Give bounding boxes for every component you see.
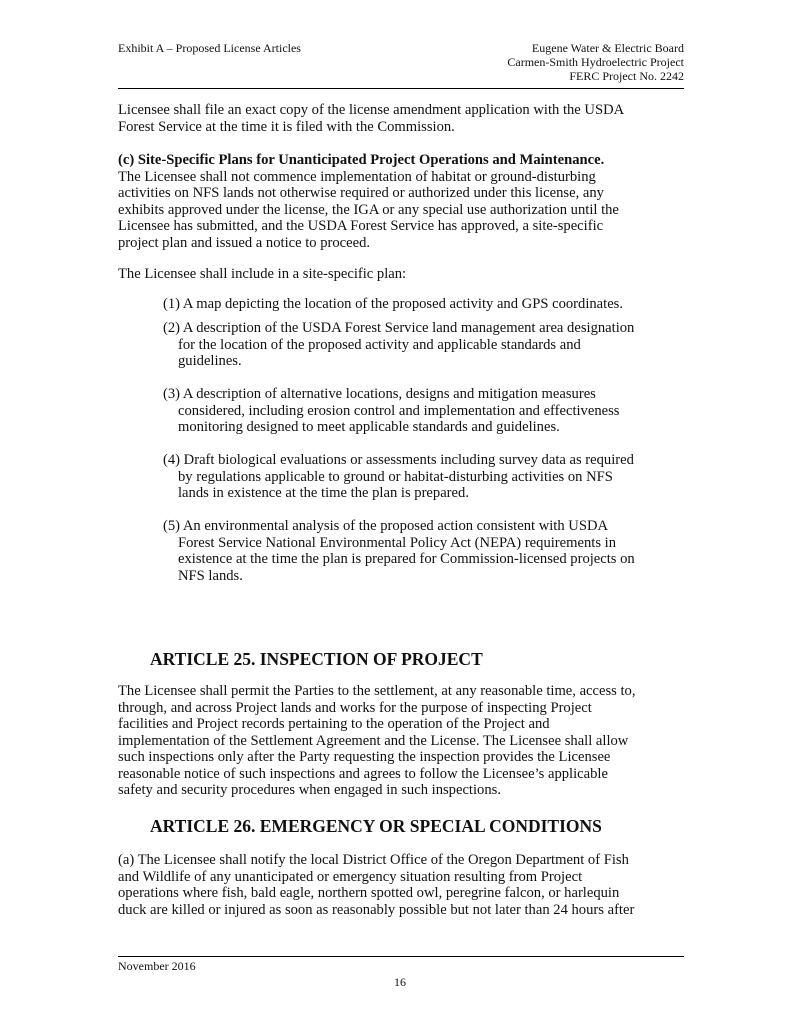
list-item-line: for the location of the proposed activity and applicable standards and <box>178 336 581 353</box>
text-line: activities on NFS lands not otherwise required or authorized under this license, any <box>118 185 604 201</box>
list-item-5 <box>163 518 693 584</box>
section-c <box>118 152 688 251</box>
text-line: implementation of the Settlement Agreement and the License. The Licensee shall allow <box>118 732 629 749</box>
text-line: such inspections only after the Party requesting the inspection provides the Licensee <box>118 749 611 765</box>
list-item-line: (2) A description of the USDA Forest Service land management area designation <box>163 320 635 336</box>
list-item-2 <box>163 320 693 370</box>
header-left: Exhibit A – Proposed License Articles <box>118 41 301 55</box>
text-line: Forest Service at the time it is filed with the Commission. <box>118 118 455 135</box>
list-item-1 <box>163 296 693 313</box>
list-item-line: monitoring designed to meet applicable standards and guidelines. <box>178 419 560 435</box>
article-25-body <box>118 683 688 799</box>
list-item-line: (5) An environmental analysis of the proposed action consistent with USDA <box>163 518 609 534</box>
list-item-3 <box>163 386 693 436</box>
header-right <box>507 41 684 83</box>
text-line: operations where fish, bald eagle, northern spotted owl, peregrine falcon, or harlequin <box>118 885 620 901</box>
text-line: and Wildlife of any unanticipated or emergency situation resulting from Project <box>118 868 583 885</box>
text-line: exhibits approved under the license, the IGA or any special use authorization until the <box>118 201 619 218</box>
paragraph-include <box>118 266 688 283</box>
text-line: safety and security procedures when engaged in such inspections. <box>118 782 501 798</box>
header-project: Carmen-Smith Hydroelectric Project <box>507 55 684 69</box>
article-25-heading: ARTICLE 25. INSPECTION OF PROJECT <box>150 649 483 669</box>
list-item-line: existence at the time the plan is prepared for Commission-licensed projects on <box>178 551 635 567</box>
list-item-line: Forest Service National Environmental Policy Act (NEPA) requirements in <box>178 534 616 551</box>
section-c-body <box>118 169 688 252</box>
text-line: Licensee shall file an exact copy of the license amendment application with the USDA <box>118 102 625 118</box>
section-c-title: (c) Site-Specific Plans for Unanticipated Project Operations and Maintenance. <box>118 152 605 168</box>
text-line: (a) The Licensee shall notify the local District Office of the Oregon Department of Fish <box>118 852 629 868</box>
text-line: duck are killed or injured as soon as reasonably possible but not later than 24 hours after <box>118 901 635 918</box>
list-item-line: (1) A map depicting the location of the proposed activity and GPS coordinates. <box>163 296 624 312</box>
text-line: The Licensee shall permit the Parties to the settlement, at any reasonable time, access to, <box>118 683 636 699</box>
paragraph-amendment <box>118 102 688 135</box>
header-org: Eugene Water & Electric Board <box>531 41 684 55</box>
header-rule <box>118 88 684 89</box>
article-26-heading: ARTICLE 26. EMERGENCY OR SPECIAL CONDITIONS <box>150 816 602 836</box>
text-line: The Licensee shall include in a site-specific plan: <box>118 266 407 282</box>
list-item-line: considered, including erosion control and implementation and effectiveness <box>178 402 620 419</box>
footer-rule <box>118 956 684 957</box>
text-line: Licensee has submitted, and the USDA Forest Service has approved, a site-specific <box>118 218 604 234</box>
list-item-4 <box>163 452 693 502</box>
text-line: reasonable notice of such inspections and agrees to follow the Licensee’s applicable <box>118 765 608 782</box>
text-line: facilities and Project records pertaining to the operation of the Project and <box>118 716 550 732</box>
list-item-line: (3) A description of alternative locations, designs and mitigation measures <box>163 386 596 402</box>
list-item-line: by regulations applicable to ground or habitat-disturbing activities on NFS <box>178 468 613 485</box>
list-item-line: guidelines. <box>178 353 242 369</box>
list-item-line: NFS lands. <box>178 567 243 584</box>
page-number: 16 <box>394 975 406 989</box>
text-line: project plan and issued a notice to proceed. <box>118 234 371 251</box>
header-ferc: FERC Project No. 2242 <box>569 69 684 83</box>
list-item-line: lands in existence at the time the plan is prepared. <box>178 485 469 501</box>
text-line: through, and across Project lands and works for the purpose of inspecting Project <box>118 699 592 716</box>
article-26-body <box>118 852 688 918</box>
footer-date: November 2016 <box>118 959 196 973</box>
list-item-line: (4) Draft biological evaluations or assessments including survey data as required <box>163 452 634 468</box>
text-line: The Licensee shall not commence implementation of habitat or ground-disturbing <box>118 168 596 185</box>
